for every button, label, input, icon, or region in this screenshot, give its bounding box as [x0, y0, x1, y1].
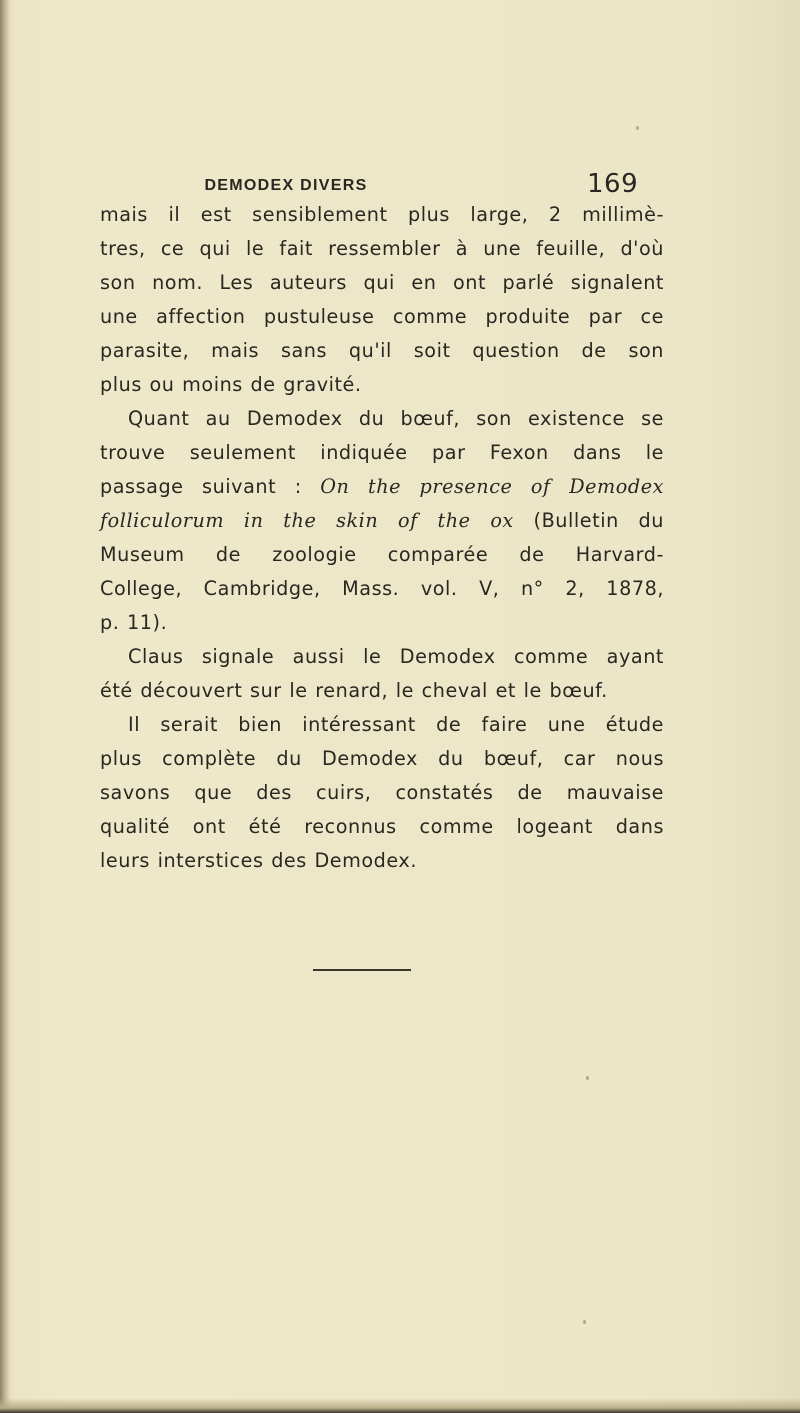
- page-number: 169: [587, 169, 639, 199]
- text-line: [100, 470, 664, 504]
- paragraph-2: [100, 402, 664, 640]
- citation-title-part-1: On the presence of Demodex: [320, 475, 664, 498]
- text-line: tres, ce qui le fait ressembler à une feuille, d'où: [100, 237, 664, 260]
- text-line: été découvert sur le renard, le cheval et le bœuf.: [100, 679, 608, 702]
- text-line: leurs interstices des Demodex.: [100, 849, 417, 872]
- paragraph-3: [100, 640, 664, 708]
- text-line: mais il est sensiblement plus large, 2 millimè-: [100, 203, 664, 226]
- page-bottom-edge: [0, 1398, 800, 1413]
- text-line: plus complète du Demodex du bœuf, car nous: [100, 747, 664, 770]
- paper-speck: [586, 1076, 589, 1080]
- citation-title-part-2: folliculorum in the skin of the ox: [100, 509, 514, 532]
- text-line: Quant au Demodex du bœuf, son existence se: [128, 407, 664, 430]
- text-line: [100, 504, 664, 538]
- paper-speck: [636, 126, 639, 130]
- text-line: qualité ont été reconnus comme logeant dans: [100, 815, 664, 838]
- text-line: Claus signale aussi le Demodex comme ayant: [128, 645, 664, 668]
- text-line: p. 11).: [100, 611, 168, 634]
- text-line: trouve seulement indiquée par Fexon dans le: [100, 441, 664, 464]
- body-text: [100, 198, 664, 878]
- text-line: une affection pustuleuse comme produite par ce: [100, 305, 664, 328]
- text-line: plus ou moins de gravité.: [100, 373, 362, 396]
- paragraph-4: [100, 708, 664, 878]
- binding-shadow: [0, 0, 10, 1413]
- closing-rule: [313, 969, 411, 971]
- paper-speck: [583, 1320, 586, 1324]
- text-span: passage suivant :: [100, 475, 321, 498]
- text-line: son nom. Les auteurs qui en ont parlé signalent: [100, 271, 664, 294]
- text-line: Il serait bien intéressant de faire une étude: [128, 713, 664, 736]
- text-line: parasite, mais sans qu'il soit question de son: [100, 339, 664, 362]
- text-line: savons que des cuirs, constatés de mauvaise: [100, 781, 664, 804]
- paragraph-1: [100, 198, 664, 402]
- text-span: (Bulletin du: [513, 509, 664, 532]
- text-line: Museum de zoologie comparée de Harvard-: [100, 543, 664, 566]
- text-line: College, Cambridge, Mass. vol. V, n° 2, 1878,: [100, 577, 664, 600]
- running-head: DEMODEX DIVERS: [204, 177, 368, 194]
